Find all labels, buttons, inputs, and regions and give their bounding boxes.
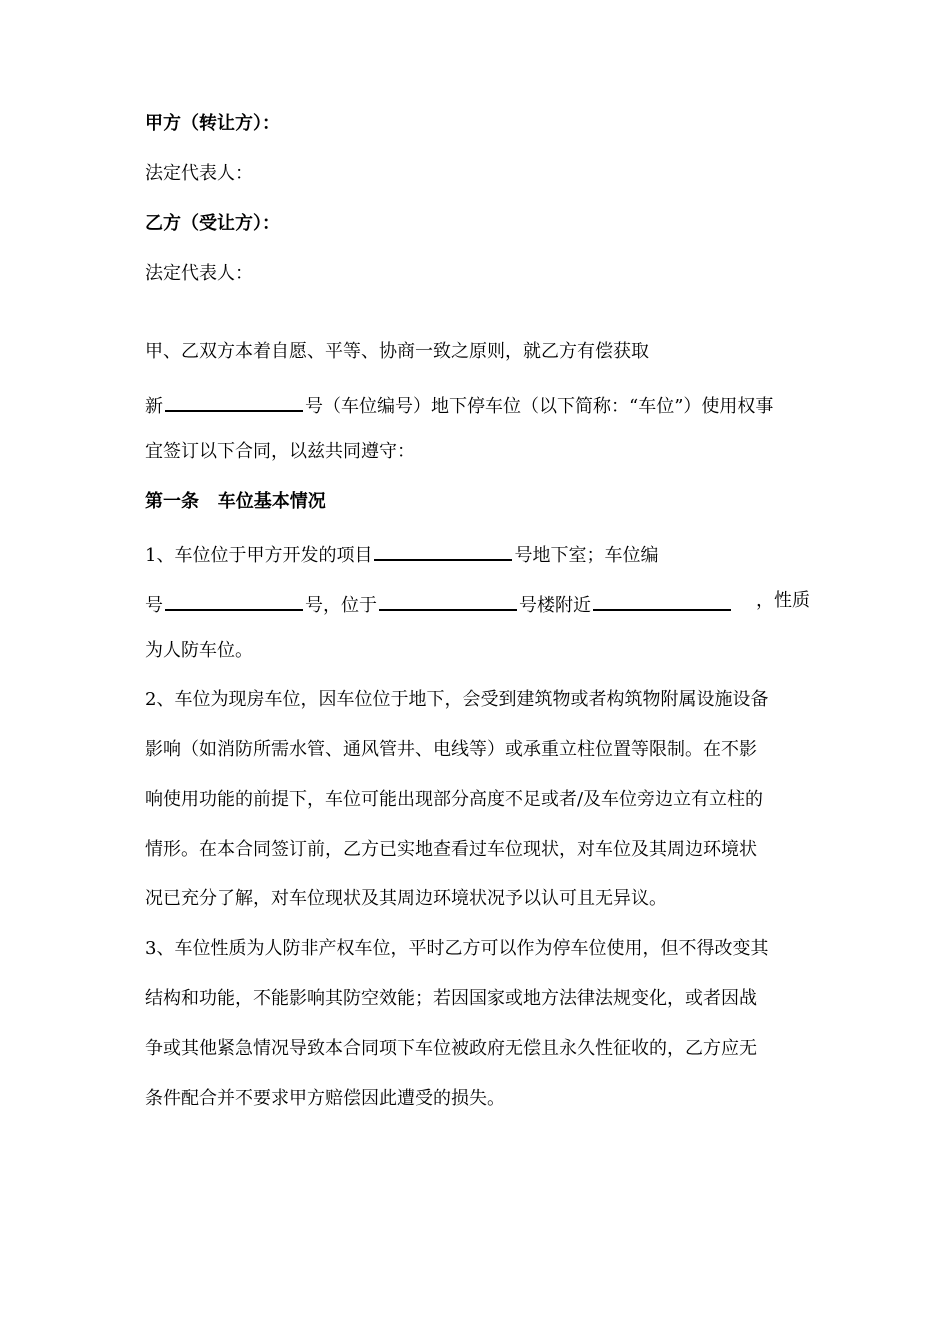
item-3-line-2: 结构和功能，不能影响其防空效能；若因国家或地方法律法规变化，或者因战 — [145, 988, 757, 1009]
intro-line-2 — [145, 390, 810, 419]
item-2-line-3: 响使用功能的前提下，车位可能出现部分高度不足或者/及车位旁边立有立柱的 — [145, 789, 764, 810]
party-b-rep-label: 法定代表人： — [145, 263, 253, 284]
party-a-title: 甲方（转让方）： — [145, 113, 280, 134]
building-number-blank[interactable] — [593, 589, 731, 611]
item-1-line-1 — [145, 539, 810, 568]
item-2-line-5: 况已充分了解，对车位现状及其周边环境状况予以认可且无异议。 — [145, 888, 667, 909]
space-number-blank[interactable] — [165, 589, 303, 611]
parking-number-blank[interactable] — [165, 390, 303, 412]
item-1-line-2 — [145, 589, 810, 618]
intro-line-2-prefix: 新 — [145, 396, 163, 417]
item-2-line-4: 情形。在本合同签订前，乙方已实地查看过车位现状，对车位及其周边环境状 — [145, 839, 757, 860]
item-3-line-1: 3、车位性质为人防非产权车位，平时乙方可以作为停车位使用，但不得改变其 — [145, 938, 769, 959]
project-name-blank[interactable] — [374, 539, 512, 561]
item-3-line-3: 争或其他紧急情况导致本合同项下车位被政府无偿且永久性征收的，乙方应无 — [145, 1038, 757, 1059]
intro-line-2-suffix: 号（车位编号）地下停车位（以下简称：“车位”）使用权事 — [305, 396, 774, 417]
item-2-line-2: 影响（如消防所需水管、通风管井、电线等）或承重立柱位置等限制。在不影 — [145, 739, 757, 760]
item-1-line-2-a: 号 — [145, 595, 163, 616]
intro-line-1: 甲、乙双方本着自愿、平等、协商一致之原则，就乙方有偿获取 — [145, 341, 649, 362]
item-2-line-1: 2、车位为现房车位，因车位位于地下，会受到建筑物或者构筑物附属设施设备 — [145, 689, 769, 710]
intro-line-3: 宜签订以下合同，以兹共同遵守： — [145, 441, 415, 462]
item-1-line-2-b: 号，位于 — [305, 595, 377, 616]
item-1-line-1-prefix: 1、车位位于甲方开发的项目 — [145, 545, 373, 566]
item-1-line-1-suffix: 号地下室；车位编 — [514, 545, 659, 566]
item-1-line-3: 为人防车位。 — [145, 640, 253, 661]
party-b-title: 乙方（受让方）： — [145, 213, 280, 234]
party-a-rep-label: 法定代表人： — [145, 163, 253, 184]
item-3-line-4: 条件配合并不要求甲方赔偿因此遭受的损失。 — [145, 1088, 505, 1109]
article-1-heading: 第一条 车位基本情况 — [145, 491, 326, 512]
item-1-line-2-d: ，性质 — [756, 590, 810, 611]
location-blank[interactable] — [379, 589, 517, 611]
item-1-line-2-c: 号楼附近 — [519, 595, 591, 616]
